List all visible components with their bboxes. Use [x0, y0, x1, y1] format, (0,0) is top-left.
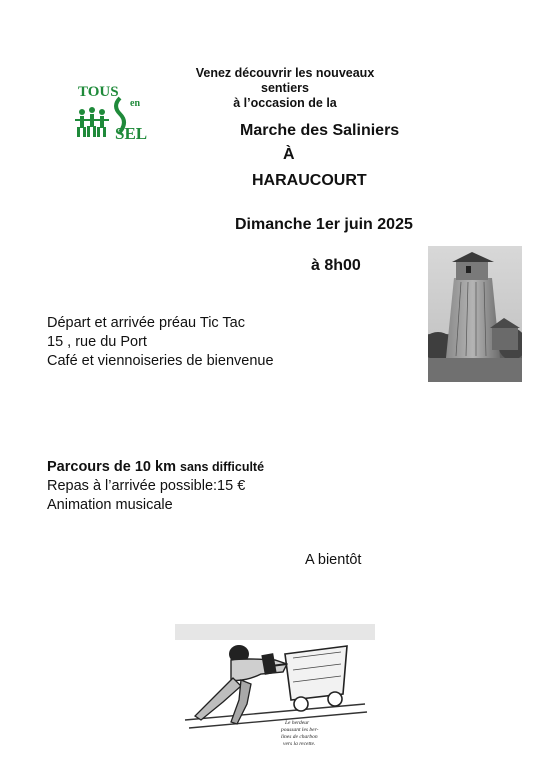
course-music: Animation musicale	[47, 497, 173, 513]
event-name: Marche des Saliniers	[240, 122, 400, 139]
course-distance: Parcours de 10 km	[47, 459, 176, 475]
intro-line-1: Venez découvrir les nouveaux sentiers	[195, 66, 375, 95]
walkers-icon	[75, 107, 109, 137]
logo-text-tous: TOUS	[78, 84, 119, 100]
event-preposition: À	[283, 146, 295, 163]
closing-text: A bientôt	[305, 552, 362, 568]
miner-pushing-cart-illustration	[175, 624, 375, 754]
intro-line-2: à l’occasion de la	[233, 96, 337, 110]
event-town: HARAUCOURT	[252, 172, 367, 189]
logo-text-en: en	[130, 98, 140, 109]
logo-text-sel: SEL	[115, 124, 148, 143]
caption-line-4: vers la recette.	[283, 741, 316, 747]
course-headline	[47, 458, 264, 477]
caption-line-1: Le herdeur	[285, 720, 310, 726]
caption-line-3: lines de charbon	[281, 734, 318, 740]
departure-info	[47, 314, 274, 371]
salt-tower-photo	[428, 246, 522, 382]
course-info	[47, 458, 264, 515]
course-difficulty: sans difficulté	[180, 460, 265, 474]
intro-text	[175, 66, 395, 111]
course-meal: Repas à l’arrivée possible:15 €	[47, 478, 246, 494]
departure-line-2: 15 , rue du Port	[47, 334, 147, 350]
departure-line-1: Départ et arrivée préau Tic Tac	[47, 315, 245, 331]
caption-line-2: poussant les ber-	[281, 727, 319, 733]
event-date: Dimanche 1er juin 2025	[235, 216, 413, 233]
departure-line-3: Café et viennoiseries de bienvenue	[47, 353, 274, 369]
tous-en-sel-logo	[72, 76, 154, 146]
event-time: à 8h00	[311, 257, 361, 274]
